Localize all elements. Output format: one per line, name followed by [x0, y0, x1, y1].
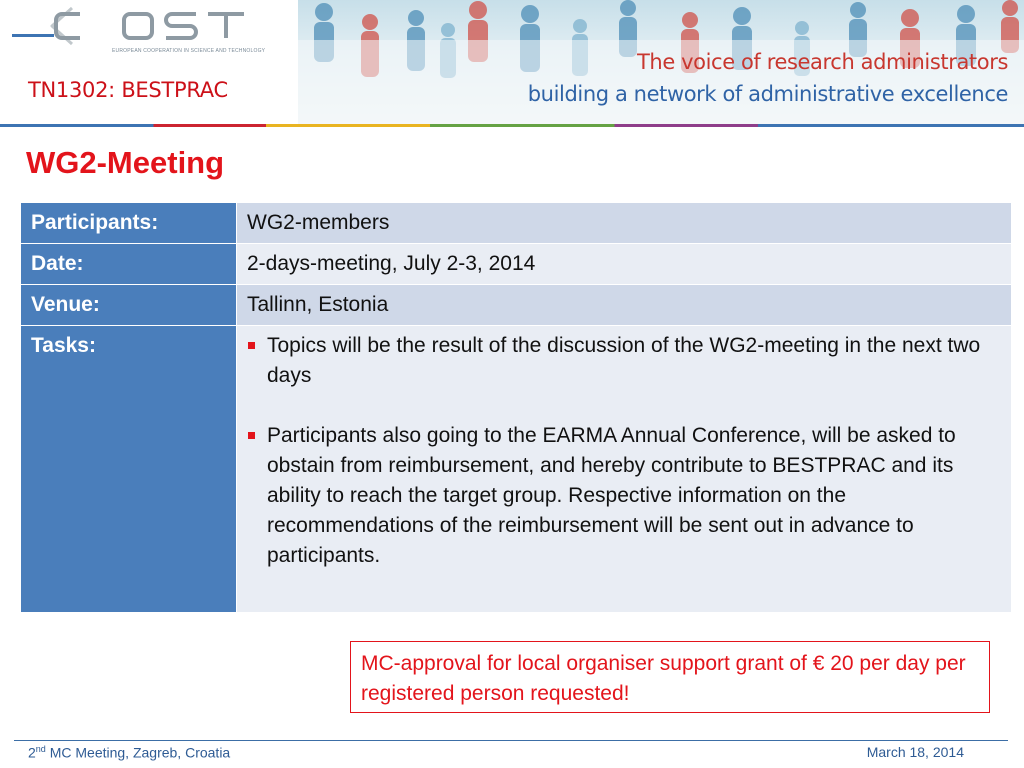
task-item-text: Participants also going to the EARMA Annual Conference, will be asked to obstain from reimbursement, and hereby contribute to BESTPRAC and its ability to reach the target group. Respective information on the recommendations of the reimbursement will be sent out in advance to participants.	[267, 424, 956, 567]
meeting-info-table	[20, 202, 1012, 613]
header-banner	[298, 0, 1024, 124]
footer-date: March 18, 2014	[866, 744, 964, 760]
participants-label: Participants:	[21, 203, 237, 244]
logo-subtext: EUROPEAN COOPERATION IN SCIENCE AND TECHNOLOGY	[112, 48, 266, 54]
participants-value: WG2-members	[237, 203, 1012, 244]
tagline-secondary: building a network of administrative excellence	[527, 82, 1008, 106]
task-item	[247, 421, 1001, 571]
tasks-value	[237, 326, 1012, 613]
table-row-tasks	[21, 326, 1012, 613]
table-row-date	[21, 244, 1012, 285]
square-bullet-icon	[248, 432, 255, 439]
task-item-text: Topics will be the result of the discussion of the WG2-meeting in the next two days	[267, 334, 981, 387]
date-label: Date:	[21, 244, 237, 285]
slide-title: WG2-Meeting	[26, 145, 225, 180]
cost-logo	[12, 4, 266, 54]
date-value: 2-days-meeting, July 2-3, 2014	[237, 244, 1012, 285]
tagline-primary: The voice of research administrators	[637, 50, 1008, 74]
venue-label: Venue:	[21, 285, 237, 326]
footer-meeting-info	[28, 744, 230, 761]
footer-meeting-text: MC Meeting, Zagreb, Croatia	[45, 744, 231, 761]
footer-divider	[14, 740, 1008, 741]
tasks-label: Tasks:	[21, 326, 237, 613]
table-row-participants	[21, 203, 1012, 244]
table-row-venue	[21, 285, 1012, 326]
venue-value: Tallinn, Estonia	[237, 285, 1012, 326]
slide-header	[0, 0, 1024, 126]
header-divider	[0, 124, 1024, 127]
project-code: TN1302: BESTPRAC	[28, 78, 228, 102]
tasks-list	[247, 331, 1001, 571]
cost-logo-graphic	[12, 4, 252, 52]
task-item	[247, 331, 1001, 391]
approval-callout: MC-approval for local organiser support grant of € 20 per day per registered person requested!	[350, 641, 990, 713]
square-bullet-icon	[248, 342, 255, 349]
footer-ordinal-number: 2	[28, 744, 36, 761]
footer-ordinal-suffix: nd	[35, 744, 46, 754]
